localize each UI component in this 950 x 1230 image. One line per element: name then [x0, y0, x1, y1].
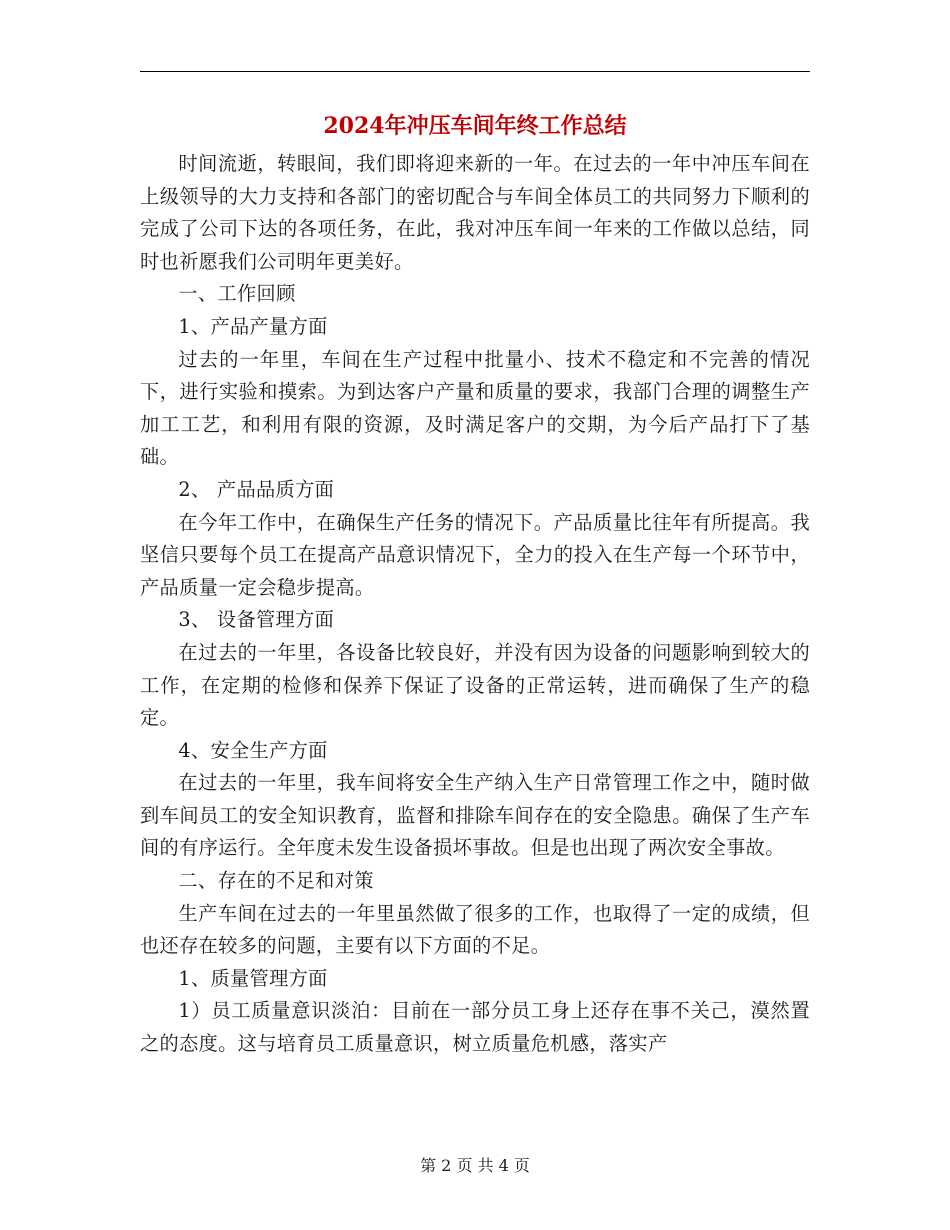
paragraph-shortcomings: 生产车间在过去的一年里虽然做了很多的工作，也取得了一定的成绩，但也还存在较多的问题，主要有以下方面的不足。: [140, 901, 810, 958]
paragraph-safety: 在过去的一年里，我车间将安全生产纳入生产日常管理工作之中，随时做到车间员工的安全知识教育，监督和排除车间存在的安全隐患。确保了生产车间的有序运行。全年度未发生设备损坏事故。但是也出现了两次安全事故。: [140, 771, 810, 860]
heading-work-review: 一、工作回顾: [178, 282, 296, 306]
subheading-equipment: 3、 设备管理方面: [178, 608, 335, 632]
paragraph-output: 过去的一年里，车间在生产过程中批量小、技术不稳定和不完善的情况下，进行实验和摸索。为到达客户产量和质量的要求，我部门合理的调整生产加工工艺，和利用有限的资源，及时满足客户的交期，为今后产品打下了基础。: [140, 347, 810, 469]
paragraph-quality-awareness: 1）员工质量意识淡泊：目前在一部分员工身上还存在事不关己，漠然置之的态度。这与培育员工质量意识，树立质量危机感，落实产: [140, 999, 810, 1056]
document-title: 2024年冲压车间年终工作总结: [323, 113, 627, 139]
subheading-quality: 2、 产品品质方面: [178, 477, 335, 501]
paragraph-equipment: 在过去的一年里，各设备比较良好，并没有因为设备的问题影响到较大的工作，在定期的检修和保养下保证了设备的正常运转，进而确保了生产的稳定。: [140, 640, 810, 730]
header-rule: [140, 71, 810, 72]
page-number: 第 2 页 共 4 页: [420, 1156, 530, 1175]
subheading-safety: 4、安全生产方面: [178, 738, 328, 762]
paragraph-intro: 时间流逝，转眼间，我们即将迎来新的一年。在过去的一年中冲压车间在上级领导的大力支持和各部门的密切配合与车间全体员工的共同努力下顺利的完成了公司下达的各项任务，在此，我对冲压车间一年来的工作做以总结，同时也祈愿我们公司明年更美好。: [140, 152, 810, 273]
subheading-output: 1、产品产量方面: [178, 314, 328, 338]
page-footer: [140, 1154, 810, 1178]
document-body: [140, 148, 810, 1061]
heading-shortcomings: 二、存在的不足和对策: [178, 869, 374, 893]
paragraph-quality: 在今年工作中，在确保生产任务的情况下。产品质量比往年有所提高。我坚信只要每个员工在提高产品意识情况下，全力的投入在生产每一个环节中，产品质量一定会稳步提高。: [140, 510, 810, 599]
subheading-quality-management: 1、质量管理方面: [178, 966, 328, 990]
